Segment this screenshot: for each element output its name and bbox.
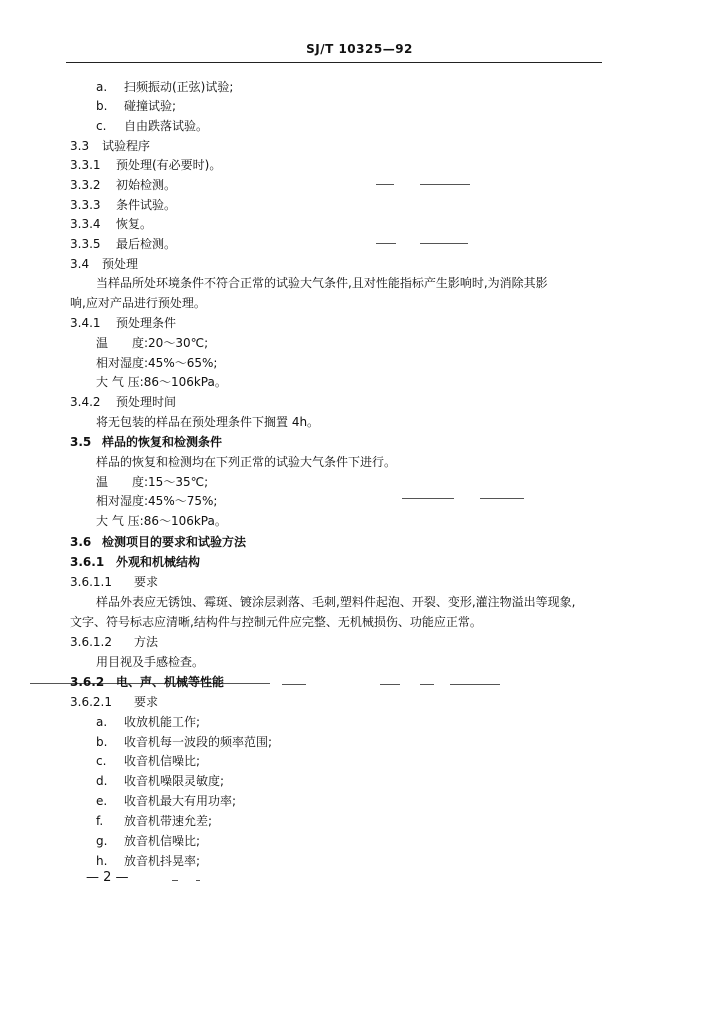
condition-line: 温 度:20～30℃; [96,336,209,350]
scan-mark [282,684,306,685]
scan-mark [480,498,524,499]
subsection-heading: 3.6.1.2 方法 [70,635,159,649]
scan-mark [420,684,434,685]
scan-mark [450,684,500,685]
condition-line: 相对湿度:45%～75%; [96,494,218,508]
list-item: a. 收放机能工作; [96,715,201,729]
subsection-item: 3.3.4 恢复。 [70,217,153,231]
paragraph-line: 当样品所处环境条件不符合正常的试验大气条件,且对性能指标产生影响时,为消除其影 [96,276,548,290]
list-item: b. 碰撞试验; [96,99,177,113]
list-item: g. 放音机信噪比; [96,834,201,848]
condition-line: 相对湿度:45%～65%; [96,356,218,370]
paragraph-line: 文字、符号标志应清晰,结构件与控制元件应完整、无机械损伤、功能应正常。 [70,615,482,629]
header-rule [66,62,602,63]
page-number: — 2 — [86,870,129,885]
section-heading: 3.3 试验程序 [70,139,151,153]
list-item: b. 收音机每一波段的频率范围; [96,735,273,749]
paragraph-line: 响,应对产品进行预处理。 [70,296,206,310]
paragraph-line: 将无包装的样品在预处理条件下搁置 4h。 [96,415,320,429]
subsection-item: 3.3.3 条件试验。 [70,198,177,212]
condition-line: 大 气 压:86～106kPa。 [96,375,227,389]
subsection-heading: 3.4.2 预处理时间 [70,395,177,409]
subsection-heading: 3.6.1.1 要求 [70,575,159,589]
subsection-heading: 3.6.1 外观和机械结构 [70,555,201,569]
subsection-heading: 3.6.2.1 要求 [70,695,159,709]
section-heading: 3.6 检测项目的要求和试验方法 [70,535,247,549]
list-item: h. 放音机抖晃率; [96,854,201,868]
scan-mark [172,880,178,881]
list-item: c. 收音机信噪比; [96,754,201,768]
scan-mark [402,498,454,499]
condition-line: 温 度:15～35℃; [96,475,209,489]
list-item: a. 扫频振动(正弦)试验; [96,80,234,94]
list-item: d. 收音机噪限灵敏度; [96,774,225,788]
list-item: e. 收音机最大有用功率; [96,794,237,808]
paragraph-line: 样品外表应无锈蚀、霉斑、镀涂层剥落、毛刺,塑料件起泡、开裂、变形,灌注物溢出等现象, [96,595,576,609]
section-heading: 3.5 样品的恢复和检测条件 [70,435,223,449]
scan-mark [380,684,400,685]
subsection-heading: 3.6.2 电、声、机械等性能 [70,675,225,689]
subsection-item: 3.3.2 初始检测。 [70,178,177,192]
subsection-item: 3.3.5 最后检测。 [70,237,177,251]
list-item: f. 放音机带速允差; [96,814,213,828]
scan-mark [376,243,396,244]
paragraph-line: 用目视及手感检查。 [96,655,205,669]
subsection-item: 3.3.1 预处理(有必要时)。 [70,158,222,172]
scan-mark [376,184,394,185]
scan-mark [420,184,470,185]
subsection-heading: 3.4.1 预处理条件 [70,316,177,330]
scan-mark [196,880,200,881]
condition-line: 大 气 压:86～106kPa。 [96,514,227,528]
list-item: c. 自由跌落试验。 [96,119,209,133]
section-heading: 3.4 预处理 [70,257,139,271]
scan-mark [420,243,468,244]
standard-code-header: SJ/T 10325—92 [306,42,413,56]
paragraph-line: 样品的恢复和检测均在下列正常的试验大气条件下进行。 [96,455,397,469]
